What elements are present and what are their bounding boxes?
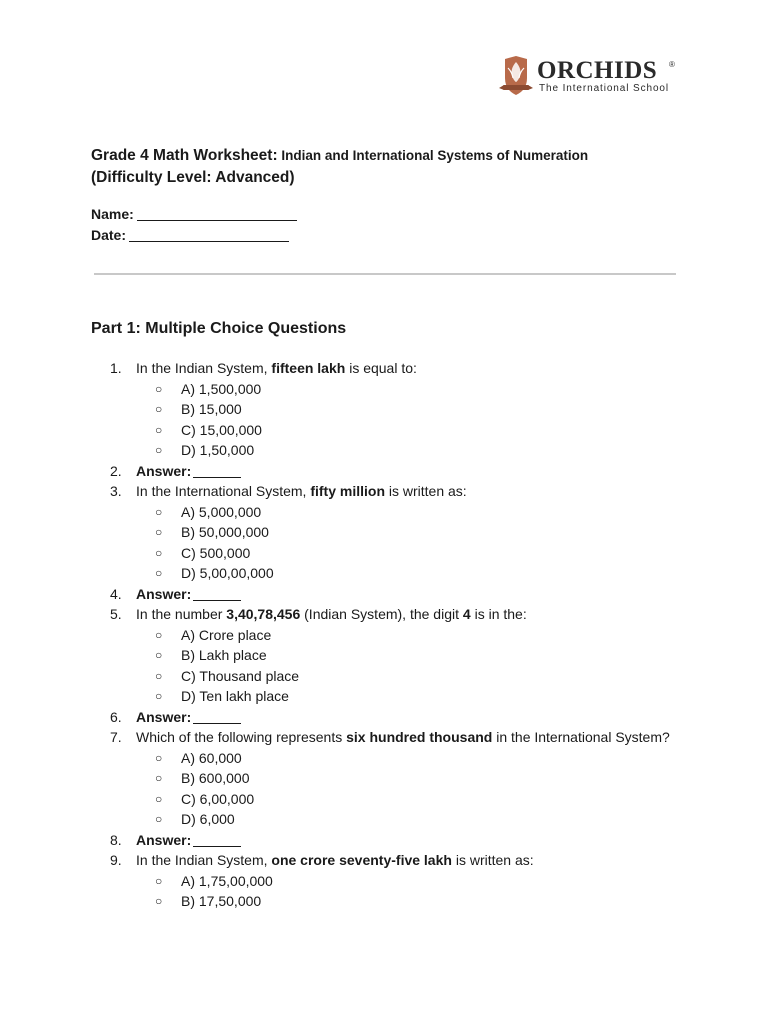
question-text-part: is equal to:	[345, 360, 417, 376]
logo-subtitle: The International School	[539, 83, 670, 94]
question-keyword: fifteen lakh	[271, 360, 346, 376]
option-text: B) 600,000	[181, 770, 250, 786]
option-text: B) 17,50,000	[181, 893, 262, 909]
question-text-part: In the number	[136, 606, 227, 622]
bullet-icon: ○	[155, 648, 163, 662]
option	[110, 440, 670, 461]
option-text: C) 6,00,000	[181, 790, 255, 807]
question-7	[110, 727, 670, 748]
bullet-icon: ○	[155, 443, 163, 457]
bullet-icon: ○	[155, 894, 163, 908]
bullet-icon: ○	[155, 504, 163, 519]
option-text: C) 15,00,000	[181, 421, 262, 438]
option	[110, 686, 670, 707]
option	[110, 789, 670, 810]
answer-blank[interactable]	[193, 832, 241, 847]
option-text: A) 1,500,000	[181, 380, 262, 397]
bullet-icon: ○	[155, 422, 163, 437]
date-label: Date:	[91, 227, 127, 243]
question-text-part: is written as:	[451, 852, 534, 868]
question-keyword: one crore seventy-five lakh	[271, 852, 452, 868]
answer-label: Answer:	[136, 585, 192, 602]
date-blank[interactable]	[129, 227, 289, 242]
bullet-icon: ○	[155, 402, 163, 416]
answer-blank[interactable]	[193, 586, 241, 601]
bullet-icon: ○	[155, 566, 163, 580]
school-logo	[499, 56, 679, 98]
bullet-icon: ○	[155, 873, 163, 888]
option-text: A) Crore place	[181, 626, 272, 643]
option	[110, 379, 670, 400]
question-3	[110, 481, 670, 502]
bullet-icon: ○	[155, 668, 163, 683]
question-number: 4.	[110, 585, 122, 602]
question-9	[110, 850, 670, 871]
worksheet-title	[91, 145, 711, 189]
option	[110, 399, 670, 420]
question-text-part: Which of the following represents	[136, 729, 347, 745]
bullet-icon: ○	[155, 750, 163, 765]
bullet-icon: ○	[155, 627, 163, 642]
answer-blank[interactable]	[193, 463, 241, 478]
question-text-part: In the Indian System,	[136, 360, 272, 376]
name-blank[interactable]	[137, 206, 297, 221]
logo-registered-mark: ®	[669, 60, 675, 69]
option	[110, 809, 670, 830]
question-text	[136, 358, 670, 379]
bullet-icon: ○	[155, 381, 163, 396]
title-topic: Indian and International Systems of Numeration	[277, 148, 589, 163]
option-text: B) 50,000,000	[181, 524, 269, 540]
option-text: C) Thousand place	[181, 667, 300, 684]
bullet-icon: ○	[155, 771, 163, 785]
bullet-icon: ○	[155, 812, 163, 826]
option	[110, 748, 670, 769]
question-text-part: In the Indian System,	[136, 852, 272, 868]
option	[110, 625, 670, 646]
option-text: C) 500,000	[181, 544, 251, 561]
question-1	[110, 358, 670, 379]
option	[110, 645, 670, 666]
question-number: 9.	[110, 852, 122, 868]
bullet-icon: ○	[155, 545, 163, 560]
horizontal-divider	[94, 273, 676, 275]
question-keyword: 3,40,78,456	[226, 606, 301, 622]
option	[110, 891, 670, 912]
question-keyword: 4	[462, 606, 471, 622]
option-text: A) 5,000,000	[181, 503, 262, 520]
option	[110, 768, 670, 789]
question-number: 6.	[110, 708, 122, 725]
section-title: Part 1: Multiple Choice Questions	[91, 320, 347, 337]
option	[110, 522, 670, 543]
question-keyword: fifty million	[310, 483, 385, 499]
logo-wordmark: ORCHIDS	[537, 57, 658, 84]
option-text: D) 6,000	[181, 811, 235, 827]
title-prefix: Grade 4 Math Worksheet:	[91, 147, 278, 164]
option-text: D) 5,00,00,000	[181, 565, 274, 581]
answer-line-4	[110, 584, 670, 605]
answer-label: Answer:	[136, 462, 192, 479]
question-number: 7.	[110, 729, 122, 745]
option	[110, 871, 670, 892]
option	[110, 666, 670, 687]
bullet-icon: ○	[155, 525, 163, 539]
answer-label: Answer:	[136, 708, 192, 725]
answer-blank[interactable]	[193, 709, 241, 724]
question-number: 8.	[110, 831, 122, 848]
question-keyword: six hundred thousand	[346, 729, 493, 745]
question-text-part: is written as:	[385, 483, 467, 499]
answer-label: Answer:	[136, 831, 192, 848]
question-text	[136, 604, 670, 625]
answer-line-8	[110, 830, 670, 851]
option	[110, 543, 670, 564]
option	[110, 502, 670, 523]
question-number: 3.	[110, 483, 122, 499]
option-text: D) 1,50,000	[181, 442, 255, 458]
question-text-part: is in the:	[470, 606, 527, 622]
question-text-part: in the International System?	[492, 729, 670, 745]
question-text-part: In the International System,	[136, 483, 311, 499]
option-text: A) 1,75,00,000	[181, 872, 273, 889]
option-text: A) 60,000	[181, 749, 242, 766]
question-text	[136, 727, 670, 748]
question-number: 5.	[110, 606, 122, 622]
question-number: 1.	[110, 360, 122, 376]
bullet-icon: ○	[155, 791, 163, 806]
option-text: B) 15,000	[181, 401, 242, 417]
difficulty-level: (Difficulty Level: Advanced)	[91, 169, 295, 186]
name-label: Name:	[91, 206, 134, 222]
option	[110, 563, 670, 584]
orchids-emblem-icon	[499, 56, 533, 96]
answer-line-2	[110, 461, 670, 482]
question-text	[136, 481, 670, 502]
question-text	[136, 850, 670, 871]
question-5	[110, 604, 670, 625]
student-fields	[91, 204, 297, 246]
option-text: B) Lakh place	[181, 647, 267, 663]
question-number: 2.	[110, 462, 122, 479]
option-text: D) Ten lakh place	[181, 688, 289, 704]
answer-line-6	[110, 707, 670, 728]
question-text-part: (Indian System), the digit	[300, 606, 463, 622]
option	[110, 420, 670, 441]
question-list	[110, 358, 670, 912]
bullet-icon: ○	[155, 689, 163, 703]
